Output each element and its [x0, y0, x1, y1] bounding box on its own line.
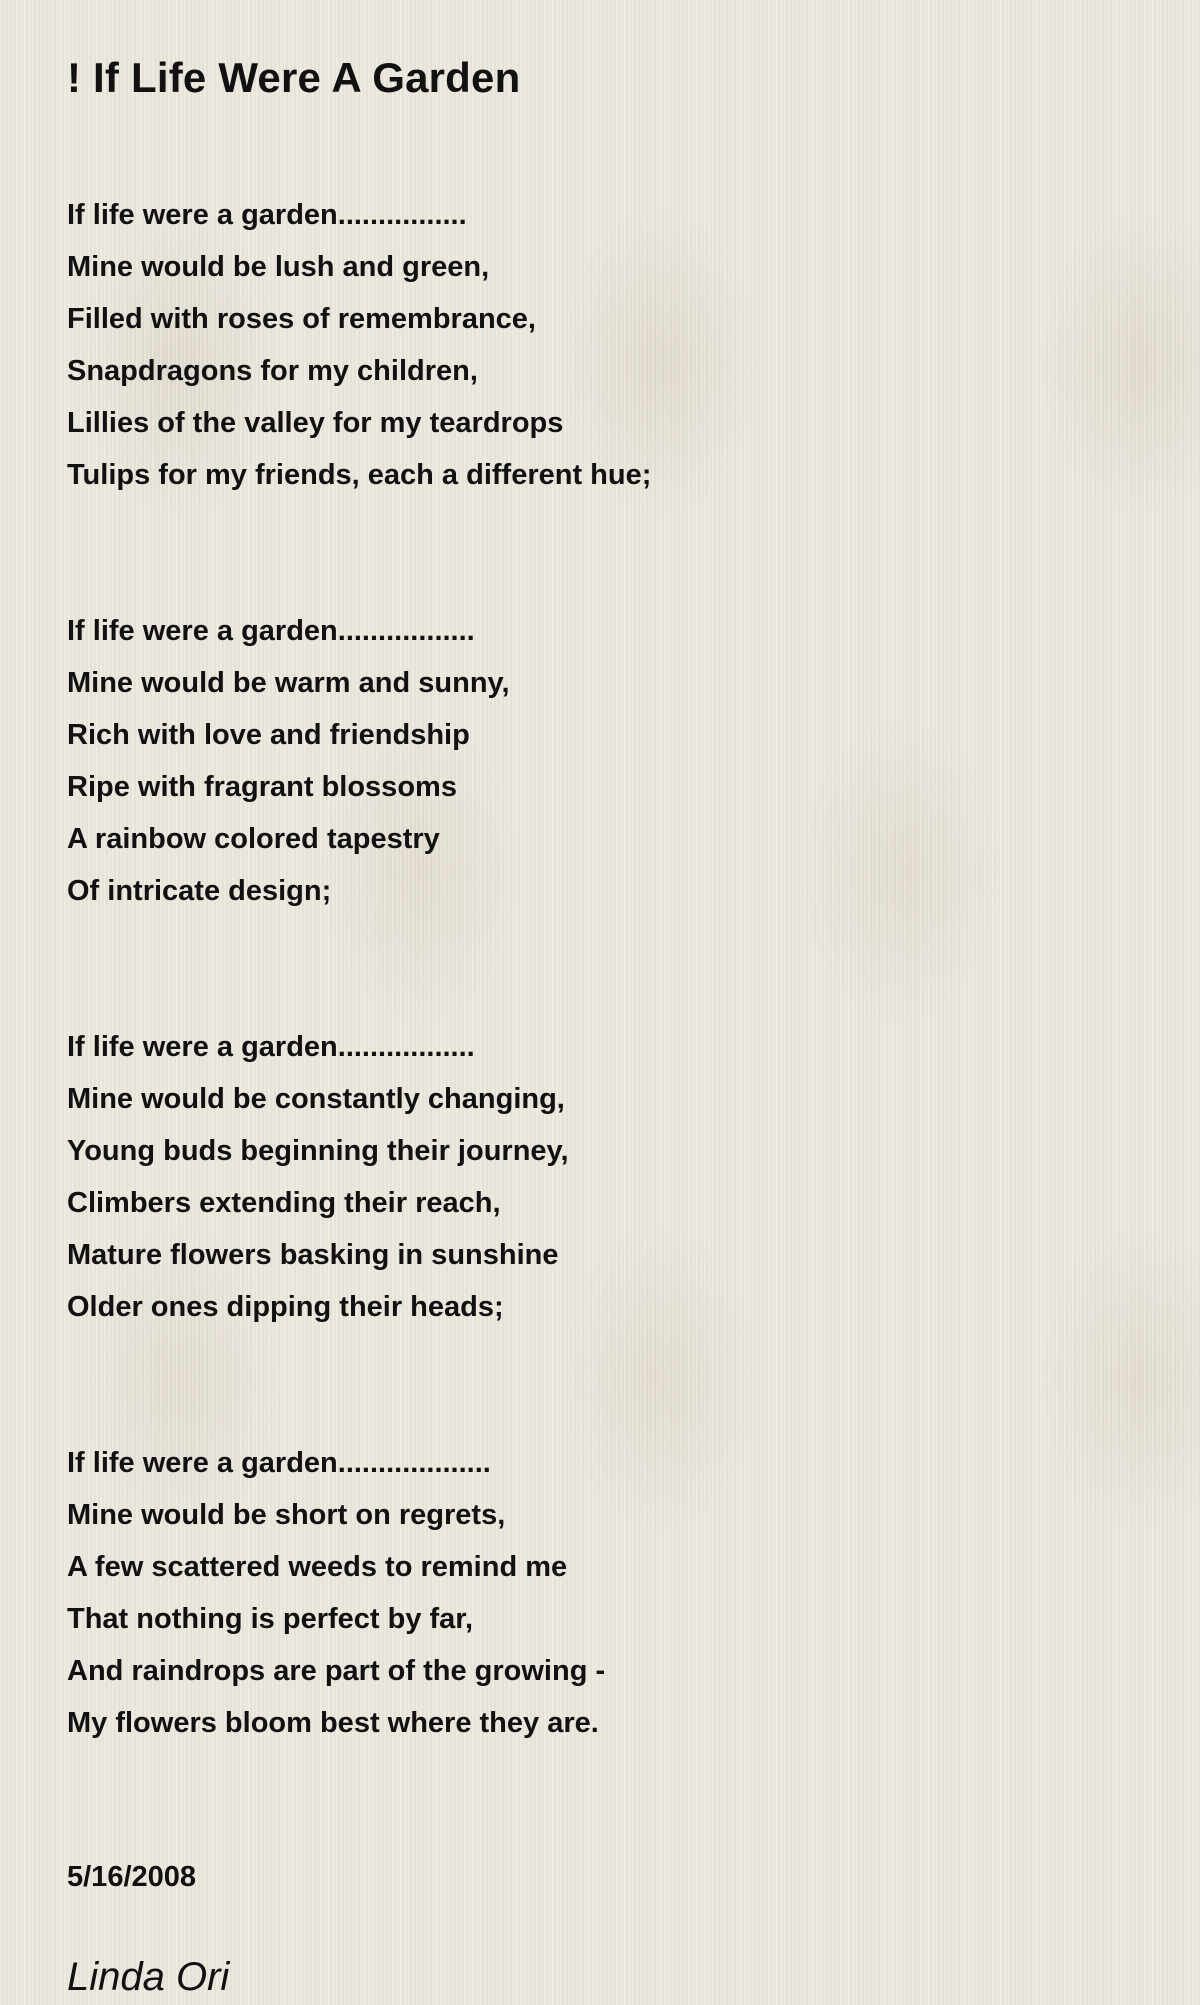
stanza-2 — [67, 605, 1147, 917]
poem-line: Of intricate design; — [67, 875, 332, 907]
stanza-1 — [67, 189, 1147, 501]
poem-line: Filled with roses of remembrance, — [67, 303, 536, 335]
poem-line: If life were a garden................. — [67, 1031, 475, 1063]
poem-line: Mine would be constantly changing, — [67, 1083, 565, 1115]
poem-line: Snapdragons for my children, — [67, 355, 478, 387]
poem-line: That nothing is perfect by far, — [67, 1603, 474, 1635]
poem-line: If life were a garden................... — [67, 1447, 491, 1479]
poem-title: ! If Life Were A Garden — [67, 54, 521, 101]
poem-body — [67, 189, 1147, 2005]
poem-line: Mine would be warm and sunny, — [67, 667, 510, 699]
poem-author: Linda Ori — [67, 1955, 230, 1999]
poem-line: Mature flowers basking in sunshine — [67, 1239, 559, 1271]
poem-line: Mine would be lush and green, — [67, 251, 490, 283]
poem-line: Rich with love and friendship — [67, 719, 470, 751]
stanza-3 — [67, 1021, 1147, 1333]
poem-line: Climbers extending their reach, — [67, 1187, 501, 1219]
poem-line: A rainbow colored tapestry — [67, 823, 440, 855]
stanza-4 — [67, 1437, 1147, 1749]
poem-line: Young buds beginning their journey, — [67, 1135, 569, 1167]
poem-line: Ripe with fragrant blossoms — [67, 771, 457, 803]
poem-line: Mine would be short on regrets, — [67, 1499, 506, 1531]
poem-page — [67, 48, 1147, 2005]
poem-date: 5/16/2008 — [67, 1861, 197, 1893]
poem-line: And raindrops are part of the growing - — [67, 1655, 606, 1687]
poem-line: My flowers bloom best where they are. — [67, 1707, 599, 1739]
poem-line: If life were a garden................ — [67, 199, 467, 231]
poem-line: Older ones dipping their heads; — [67, 1291, 504, 1323]
poem-line: Lillies of the valley for my teardrops — [67, 407, 564, 439]
stanza-container — [67, 189, 1147, 1749]
poem-line: A few scattered weeds to remind me — [67, 1551, 568, 1583]
poem-line: If life were a garden................. — [67, 615, 475, 647]
poem-line: Tulips for my friends, each a different hue; — [67, 459, 652, 491]
